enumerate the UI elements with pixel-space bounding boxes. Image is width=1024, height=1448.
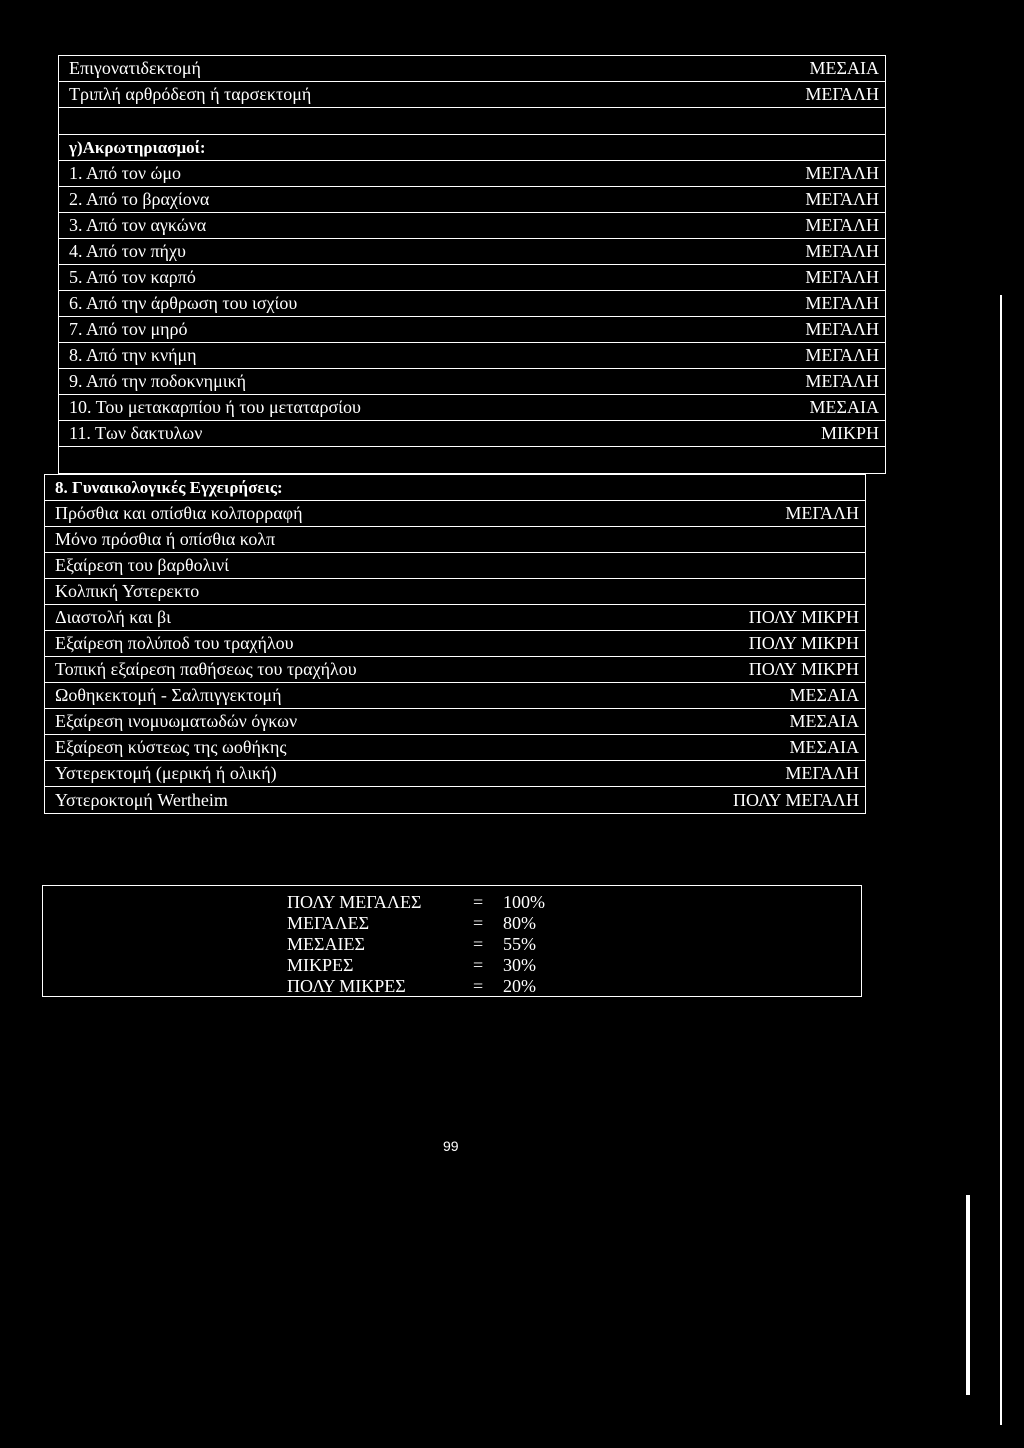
row-label: Μόνο πρόσθια ή οπίσθια κολπ xyxy=(55,529,276,549)
row-label: Υστεροκτομή Wertheim xyxy=(55,789,228,810)
row-value: ΜΕΣΑΙΑ xyxy=(789,685,859,705)
row-value: ΜΕΣΑΙΑ xyxy=(809,397,879,417)
table-row xyxy=(59,187,885,213)
legend-row xyxy=(43,913,861,934)
row-value: ΠΟΛΥ ΜΙΚΡΗ xyxy=(748,633,859,653)
section-heading-row xyxy=(45,475,865,501)
row-value: ΜΕΓΑΛΗ xyxy=(805,319,879,339)
table-row xyxy=(45,735,865,761)
row-value: ΜΕΓΑΛΗ xyxy=(805,84,879,104)
table-row xyxy=(45,657,865,683)
row-label: 4. Από τον πήχυ xyxy=(69,241,186,261)
row-value: ΜΙΚΡΗ xyxy=(820,423,879,443)
table-row xyxy=(59,82,885,108)
row-label: Διαστολή και βι xyxy=(55,607,171,627)
row-label: Τριπλή αρθρόδεση ή ταρσεκτομή xyxy=(69,84,312,104)
legend-name: ΜΕΓΑΛΕΣ xyxy=(287,913,370,933)
table-row xyxy=(59,291,885,317)
legend-value: 80% xyxy=(503,913,536,933)
row-value: ΜΕΓΑΛΗ xyxy=(805,189,879,209)
table-row xyxy=(59,56,885,82)
row-label: Πρόσθια και οπίσθια κολπορραφή xyxy=(55,503,303,523)
legend-name: ΜΕΣΑΙΕΣ xyxy=(287,934,365,954)
section-heading: 8. Γυναικολογικές Εγχειρήσεις: xyxy=(55,477,283,497)
row-value: ΜΕΓΑΛΗ xyxy=(805,163,879,183)
scan-edge-line xyxy=(966,1195,970,1395)
row-label: Τοπική εξαίρεση παθήσεως του τραχήλου xyxy=(55,659,357,679)
row-label: Εξαίρεση ινομυωματωδών όγκων xyxy=(55,711,298,731)
page-number: 99 xyxy=(443,1138,459,1154)
row-label: 2. Από το βραχίονα xyxy=(69,189,210,209)
row-value: ΜΕΓΑΛΗ xyxy=(805,371,879,391)
row-value: ΜΕΓΑΛΗ xyxy=(785,503,859,523)
table-row xyxy=(45,527,865,553)
row-label: 8. Από την κνήμη xyxy=(69,345,197,365)
legend-eq: = xyxy=(473,913,484,933)
table-row xyxy=(45,631,865,657)
row-label: 6. Από την άρθρωση του ισχίου xyxy=(69,293,298,313)
row-label: Υστερεκτομή (μερική ή ολική) xyxy=(55,763,277,783)
amputations-table xyxy=(58,55,886,474)
table-row xyxy=(59,317,885,343)
table-row xyxy=(59,395,885,421)
table-row xyxy=(45,579,865,605)
section-heading: γ)Ακρωτηριασμοί: xyxy=(69,137,206,157)
row-value: ΜΕΣΑΙΑ xyxy=(809,58,879,78)
legend-value: 55% xyxy=(503,934,536,954)
table-row xyxy=(59,161,885,187)
table-row xyxy=(45,709,865,735)
row-label: Εξαίρεση πολύποδ του τραχήλου xyxy=(55,633,294,653)
blank-row xyxy=(59,108,885,135)
row-label: Κολπική Υστερεκτο xyxy=(55,581,200,601)
row-value: ΜΕΣΑΙΑ xyxy=(789,711,859,731)
table-row xyxy=(59,421,885,447)
legend-name: ΜΙΚΡΕΣ xyxy=(287,955,354,975)
legend-eq: = xyxy=(473,976,484,996)
table-row xyxy=(59,265,885,291)
table-row xyxy=(59,239,885,265)
gynecological-table xyxy=(44,474,866,814)
row-label: Εξαίρεση κύστεως της ωοθήκης xyxy=(55,737,287,757)
section-heading-row xyxy=(59,135,885,161)
table-row xyxy=(45,761,865,787)
row-label: Εξαίρεση του βαρθολινί xyxy=(55,555,229,575)
legend-eq: = xyxy=(473,934,484,954)
row-value: ΜΕΣΑΙΑ xyxy=(789,737,859,757)
table-row xyxy=(59,369,885,395)
table-row xyxy=(59,343,885,369)
severity-legend xyxy=(42,885,862,997)
scan-edge-line xyxy=(1000,295,1002,1425)
row-label: 7. Από τον μηρό xyxy=(69,319,188,339)
table-row xyxy=(59,213,885,239)
legend-value: 100% xyxy=(503,892,545,912)
table-row xyxy=(45,787,865,813)
row-label: 5. Από τον καρπό xyxy=(69,267,196,287)
table-row xyxy=(45,553,865,579)
row-value: ΜΕΓΑΛΗ xyxy=(805,293,879,313)
legend-row xyxy=(43,955,861,976)
row-label: 9. Από την ποδοκνημική xyxy=(69,371,247,391)
row-value: ΜΕΓΑΛΗ xyxy=(805,241,879,261)
legend-eq: = xyxy=(473,892,484,912)
row-value: ΠΟΛΥ ΜΕΓΑΛΗ xyxy=(733,789,859,810)
table-row xyxy=(45,501,865,527)
table-row xyxy=(45,683,865,709)
row-value: ΠΟΛΥ ΜΙΚΡΗ xyxy=(748,607,859,627)
row-label: 1. Από τον ώμο xyxy=(69,163,181,183)
row-value: ΠΟΛΥ ΜΙΚΡΗ xyxy=(748,659,859,679)
blank-row xyxy=(59,447,885,473)
row-value: ΜΕΓΑΛΗ xyxy=(805,345,879,365)
row-label: Ωοθηκεκτομή - Σαλπιγγεκτομή xyxy=(55,685,282,705)
table-row xyxy=(45,605,865,631)
row-value: ΜΕΓΑΛΗ xyxy=(805,215,879,235)
row-label: 10. Του μετακαρπίου ή του μεταταρσίου xyxy=(69,397,361,417)
legend-name: ΠΟΛΥ ΜΕΓΑΛΕΣ xyxy=(287,892,422,912)
legend-row xyxy=(43,892,861,913)
legend-eq: = xyxy=(473,955,484,975)
legend-name: ΠΟΛΥ ΜΙΚΡΕΣ xyxy=(287,976,406,996)
row-label: 11. Των δακτυλων xyxy=(69,423,203,443)
legend-value: 20% xyxy=(503,976,536,996)
legend-row xyxy=(43,976,861,997)
row-label: 3. Από τον αγκώνα xyxy=(69,215,207,235)
legend-value: 30% xyxy=(503,955,536,975)
legend-row xyxy=(43,934,861,955)
row-value: ΜΕΓΑΛΗ xyxy=(805,267,879,287)
row-label: Επιγονατιδεκτομή xyxy=(69,58,201,78)
row-value: ΜΕΓΑΛΗ xyxy=(785,763,859,783)
